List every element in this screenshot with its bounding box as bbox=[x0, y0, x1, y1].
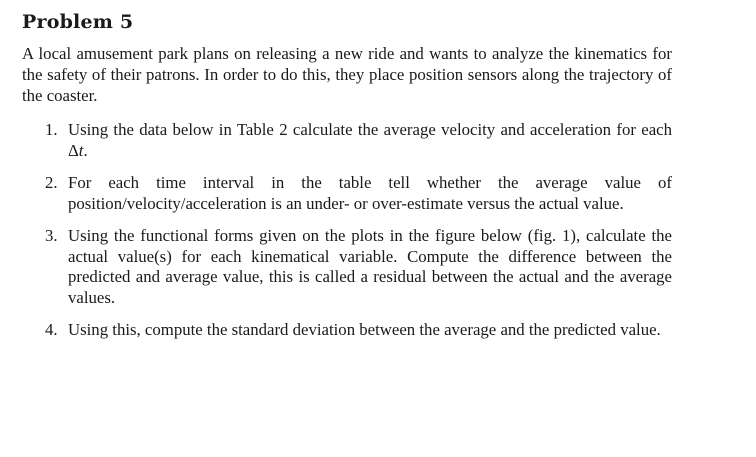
document-page bbox=[22, 10, 672, 353]
item-text: Using the data below in Table 2 calculate the average velocity and acceleration for each bbox=[68, 120, 672, 139]
item-number: 1. bbox=[45, 120, 58, 139]
list-item bbox=[22, 226, 672, 308]
item-number: 3. bbox=[45, 226, 58, 245]
list-item bbox=[22, 320, 672, 341]
item-text: Using the functional forms given on the plots in the figure below (fig. 1), calculate the actual value(s) for each kinematical variable. Compute the difference between the predicted and average value, this is called a residual between the actual and the average values. bbox=[68, 226, 672, 307]
item-number: 4. bbox=[45, 320, 58, 339]
item-text: For each time interval in the table tell whether the average value of position/velocity/acceleration is an under- or over-estimate versus the actual value. bbox=[68, 173, 672, 213]
item-number: 2. bbox=[45, 173, 58, 192]
list-item bbox=[22, 173, 672, 214]
list-item bbox=[22, 120, 672, 161]
task-list bbox=[22, 120, 672, 341]
delta-t-symbol: Δt bbox=[68, 140, 84, 160]
problem-title: Problem 5 bbox=[22, 11, 134, 33]
problem-intro: A local amusement park plans on releasing a new ride and wants to analyze the kinematics for the safety of their patrons. In order to do this, they place position sensors along the trajectory of the coaster. bbox=[22, 44, 672, 105]
item-text: Using this, compute the standard deviation between the average and the predicted value. bbox=[68, 320, 661, 339]
item-suffix: . bbox=[83, 140, 88, 160]
